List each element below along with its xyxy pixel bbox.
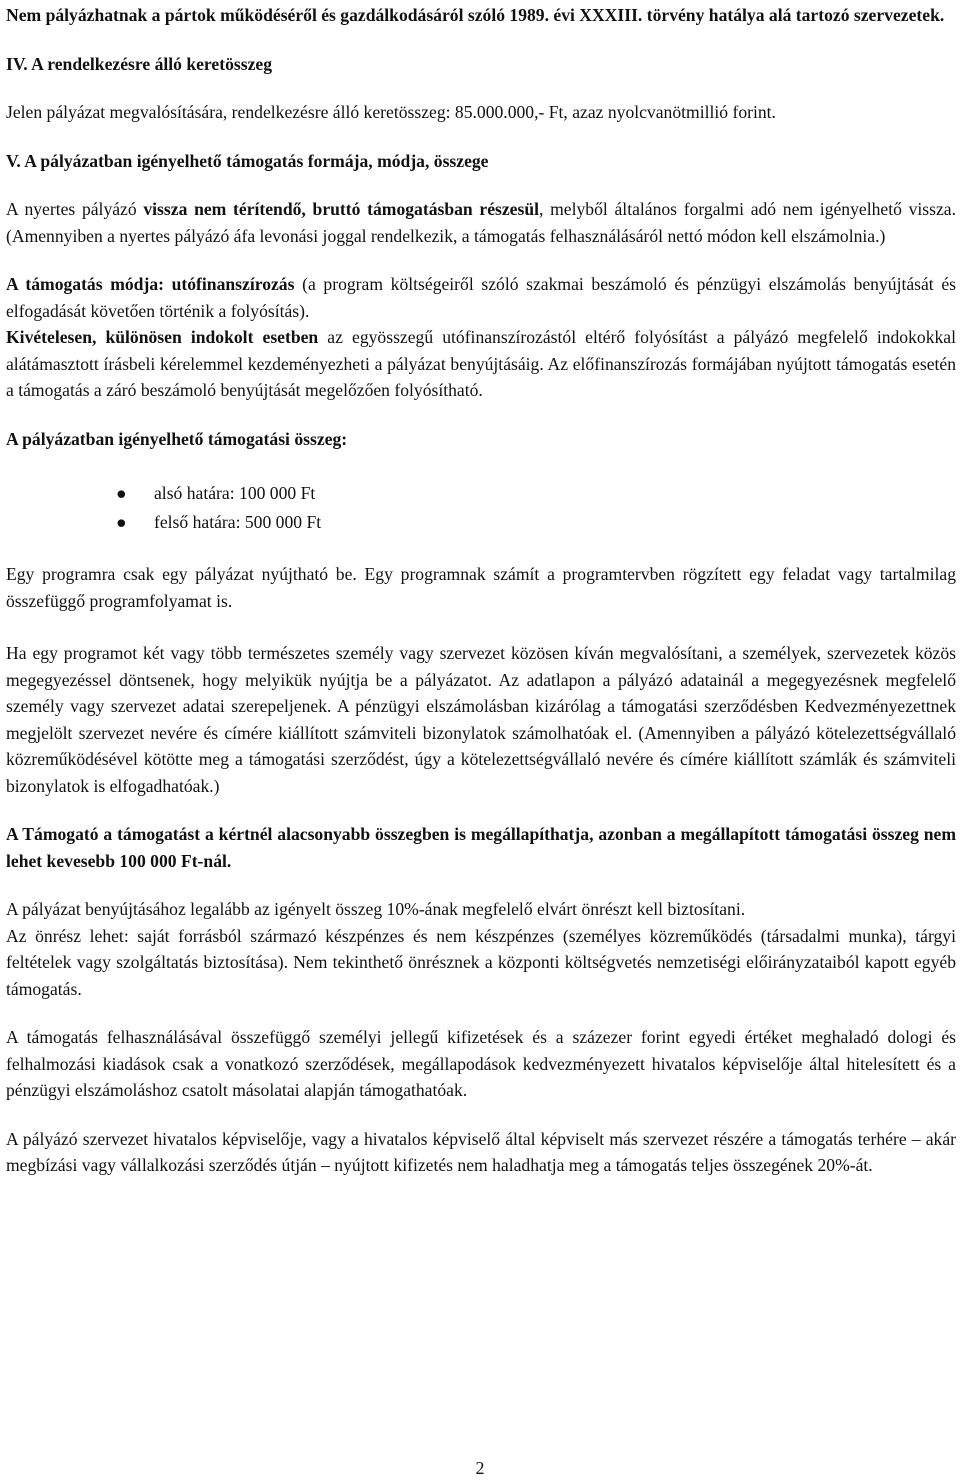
amount-value: 100 000 Ft (239, 483, 316, 503)
list-item (6, 508, 956, 537)
amount-value: 500 000 Ft (244, 512, 322, 532)
personnel-costs-paragraph: A támogatás felhasználásával összefüggő személyi jellegű kifizetések és a százezer forint egyedi értéket meghaladó dologi és felhalmozási kiadások csak a vonatkozó szerződések, megállapodások kedvezményezett hivatalos képviselője által hitelesített és a pénzügyi elszámoláshoz csatolt másolatai alapján támogathatóak. (6, 1027, 956, 1100)
section-iv-heading: IV. A rendelkezésre álló keretösszeg (6, 53, 272, 74)
support-form-bold: vissza nem térítendő, bruttó támogatásban részesül (143, 199, 540, 219)
representative-payments-paragraph: A pályázó szervezet hivatalos képviselője, vagy a hivatalos képviselő által képviselt más szervezet részére a támogatás terhére – akár megbízási vagy vállalkozási szerződés útján – nyújtott kifizetés nem haladhatja meg a támogatás teljes összegének 20%-át. (6, 1128, 956, 1175)
support-form-paragraph (6, 196, 956, 249)
support-form-vat-note: (Amennyiben a nyertes pályázó áfa levonási joggal rendelkezik, a támogatás felhasználásáról nettó módon kell elszámolnia.) (6, 225, 886, 246)
own-contribution-types-paragraph: Az önrész lehet: saját forrásból származó készpénzes és nem készpénzes (személyes közreműködés (társadalmi munka), tárgyi feltételek vagy szolgáltatás biztosítása). Nem tekinthető önrésznek a központi költségvetés nemzetiségi előirányzataiból kapott egyéb támogatás. (6, 925, 956, 999)
amount-label: alsó határa: (154, 483, 235, 503)
support-form-text-2: , melyből általános forgalmi adó nem igényelhető vissza. (539, 199, 956, 219)
bullet-icon: ● (116, 512, 127, 532)
budget-paragraph: Jelen pályázat megvalósítására, rendelkezésre álló keretösszeg: 85.000.000,- Ft, azaz nyolcvanötmillió forint. (6, 102, 776, 122)
section-v-heading: V. A pályázatban igényelhető támogatás formája, módja, összege (6, 150, 489, 171)
bullet-icon: ● (116, 483, 127, 503)
amount-label: felső határa: (154, 512, 241, 532)
amount-heading: A pályázatban igényelhető támogatási összeg: (6, 428, 348, 449)
amount-limits-list (6, 479, 956, 537)
support-method-text: (a program költségeiről szóló szakmai beszámoló és pénzügyi elszámolás benyújtását és elfogadását követően történik a folyósítás). (6, 274, 956, 321)
page-number: 2 (475, 1458, 485, 1478)
list-item (6, 479, 956, 508)
support-method-paragraph (6, 271, 956, 324)
one-application-paragraph: Egy programra csak egy pályázat nyújtható be. Egy programnak számít a programtervben rögzített egy feladat vagy tartalmilag összefüggő programfolyamat is. (6, 564, 956, 611)
exception-paragraph (6, 324, 956, 404)
exception-text: az egyösszegű utófinanszírozástól eltérő folyósítást a pályázó megfelelő indokokkal alátámasztott írásbeli kérelemmel kezdeményezheti a pályázat benyújtásáig. Az előfinanszírozás formájában nyújtott támogatás esetén a támogatás a záró beszámoló benyújtását megelőzően folyósítható. (6, 327, 956, 400)
document-page (6, 2, 956, 1179)
support-form-text-1: A nyertes pályázó (6, 199, 144, 219)
minimum-amount-paragraph: A Támogató a támogatást a kértnél alacsonyabb összegben is megállapíthatja, azonban a megállapított támogatási összeg nem lehet kevesebb 100 000 Ft-nál. (6, 824, 956, 871)
support-method-bold: A támogatás módja: utófinanszírozás (6, 274, 295, 294)
own-contribution-paragraph: A pályázat benyújtásához legalább az igényelt összeg 10%-ának megfelelő elvárt önrészt kell biztosítani. (6, 899, 746, 919)
joint-program-paragraph: Ha egy programot két vagy több természetes személy vagy szervezet közösen kíván megvalósítani, a személyek, szervezetek közös megegyezéssel döntsenek, hogy melyikük nyújtja be a pályázatot. Az adatlapon a pályázó adatainál a megegyezésnek megfelelő személy vagy szervezet adatai szerepeljenek. A pénzügyi elszámolásban kizárólag a támogatási szerződésben Kedvezményezettnek megjelölt szervezet nevére és címére kiállított számviteli bizonylatok számolhatóak el. (Amennyiben a pályázó kötelezettségvállaló közreműködésével kötötte meg a támogatási szerződést, úgy a kötelezettségvállaló nevére és címére kiállított számlák és számviteli bizonylatok is elfogadhatóak.) (6, 643, 956, 796)
eligibility-note: Nem pályázhatnak a pártok működéséről és gazdálkodásáról szóló 1989. évi XXXIII. törvény hatálya alá tartozó szervezetek. (6, 5, 945, 25)
exception-bold: Kivételesen, különösen indokolt esetben (6, 327, 319, 347)
